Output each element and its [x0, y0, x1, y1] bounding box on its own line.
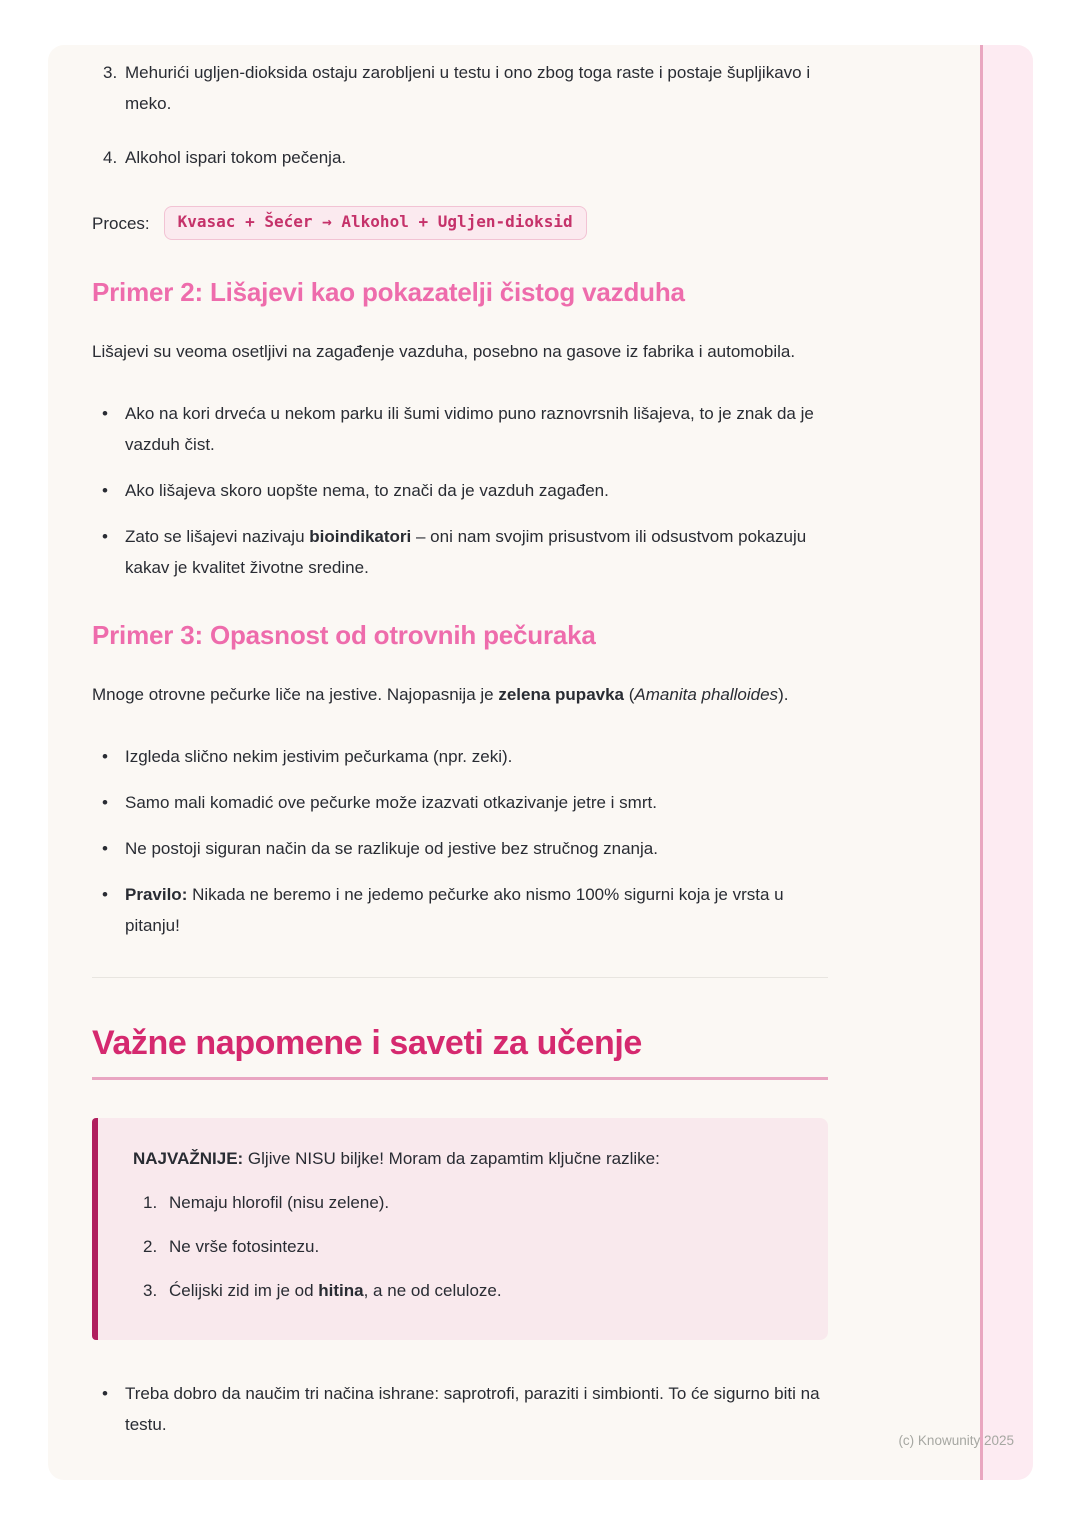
numbered-item — [92, 57, 828, 119]
callout-numbered-item — [143, 1276, 798, 1306]
list-number: 3. — [103, 63, 118, 82]
list-number: 4. — [103, 148, 118, 167]
bullet-item — [92, 833, 828, 864]
list-number: 2. — [143, 1237, 158, 1256]
callout-numbered-item — [143, 1232, 798, 1262]
document-page — [48, 45, 1033, 1480]
list-text — [169, 1276, 798, 1306]
bullet-text: Zato se lišajevi nazivaju — [125, 527, 310, 546]
bullet-text: Ne postoji siguran način da se razlikuje od jestive bez stručnog znanja. — [125, 839, 658, 858]
intro-latin-name: Amanita phalloides — [634, 685, 779, 704]
intro-text: ). — [778, 685, 789, 704]
callout-item-text: , a ne od celuloze. — [363, 1281, 502, 1300]
intro-bold: zelena pupavka — [498, 685, 625, 704]
numbered-item — [92, 142, 828, 173]
callout-title-text: Gljive NISU biljke! Moram da zapamtim ključne razlike: — [243, 1149, 660, 1168]
bullet-text: Izgleda slično nekim jestivim pečurkama (npr. zeki). — [125, 747, 513, 766]
list-text — [169, 1232, 798, 1262]
bullet-item — [92, 741, 828, 772]
callout-item-text: Ne vrše fotosintezu. — [169, 1237, 320, 1256]
bullet-text: Nikada ne beremo i ne jedemo pečurke ako nismo 100% sigurni koja je vrsta u pitanju! — [125, 885, 784, 935]
primer3-intro — [92, 679, 828, 710]
callout-item-text: Nemaju hlorofil (nisu zelene). — [169, 1193, 390, 1212]
bullet-text: Ako na kori drveća u nekom parku ili šumi vidimo puno raznovrsnih lišajeva, to je znak da je vazduh čist. — [125, 404, 814, 454]
section-divider — [92, 977, 828, 978]
bullet-item — [92, 879, 828, 941]
page-edge-stripe — [980, 45, 1033, 1480]
callout-item-text: Ćelijski zid im je od — [169, 1281, 319, 1300]
primer3-bullet-list — [92, 741, 828, 941]
primer2-bullet-list — [92, 398, 828, 583]
bullet-item — [92, 475, 828, 506]
callout-title — [133, 1144, 798, 1174]
primer2-intro: Lišajevi su veoma osetljivi na zagađenje vazduha, posebno na gasove iz fabrika i automobila. — [92, 342, 796, 361]
list-number: 3. — [143, 1281, 158, 1300]
important-callout — [92, 1118, 828, 1340]
process-row — [92, 206, 828, 240]
list-text: Mehurići ugljen-dioksida ostaju zarobljeni u testu i ono zbog toga raste i postaje šupljikavo i meko. — [125, 63, 811, 113]
notes-bullet-list — [92, 1378, 828, 1440]
bullet-text: Samo mali komadić ove pečurke može izazvati otkazivanje jetre i smrt. — [125, 793, 657, 812]
bullet-text: Treba dobro da naučim tri načina ishrane: saprotrofi, paraziti i simbionti. To će sigurno biti na testu. — [125, 1384, 820, 1434]
bullet-bold: Pravilo: — [125, 885, 188, 904]
bullet-item — [92, 1378, 828, 1440]
section-heading-primer2: Primer 2: Lišajevi kao pokazatelji čistog vazduha — [92, 277, 685, 307]
document-content — [92, 45, 828, 1440]
callout-title-bold: NAJVAŽNIJE: — [133, 1149, 244, 1168]
section-heading-primer3: Primer 3: Opasnost od otrovnih pečuraka — [92, 620, 596, 650]
list-text: Alkohol ispari tokom pečenja. — [125, 148, 347, 167]
process-formula-code: Kvasac + Šećer → Alkohol + Ugljen-dioksid — [164, 206, 587, 240]
list-text — [169, 1188, 798, 1218]
bullet-item — [92, 521, 828, 583]
list-number: 1. — [143, 1193, 158, 1212]
copyright-watermark: (c) Knowunity 2025 — [898, 1433, 1014, 1448]
process-label: Proces: — [92, 213, 150, 233]
bullet-text: – oni nam svojim prisustvom ili odsustvom pokazuju kakav je kvalitet životne sredine. — [125, 527, 807, 577]
callout-numbered-item — [143, 1188, 798, 1218]
numbered-list-continuation — [92, 57, 828, 173]
bullet-item — [92, 398, 828, 460]
page-title: Važne napomene i saveti za učenje — [92, 1022, 828, 1080]
intro-text: Mnoge otrovne pečurke liče na jestive. Najopasnija je — [92, 685, 499, 704]
bullet-item — [92, 787, 828, 818]
bullet-text: Ako lišajeva skoro uopšte nema, to znači da je vazduh zagađen. — [125, 481, 609, 500]
intro-text: ( — [624, 685, 635, 704]
bullet-bold: bioindikatori — [309, 527, 412, 546]
callout-item-bold: hitina — [318, 1281, 364, 1300]
